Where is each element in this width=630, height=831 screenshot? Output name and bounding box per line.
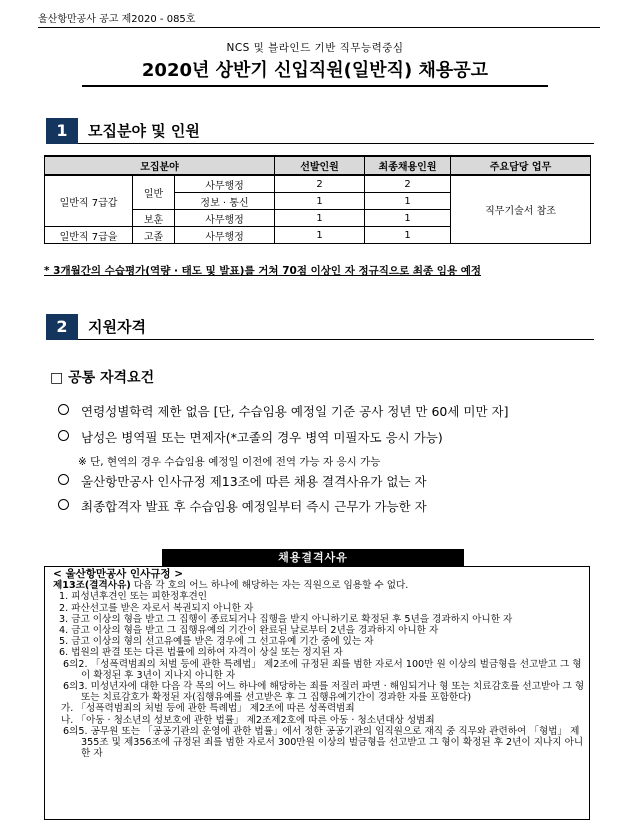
circle-bullet-icon bbox=[58, 404, 69, 415]
group-b-cell: 일반직 7급을 bbox=[45, 227, 133, 244]
table-header-row bbox=[45, 156, 591, 175]
page-subtitle: NCS 및 블라인드 기반 직무능력중심 bbox=[226, 42, 404, 54]
final-cell: 2 bbox=[365, 175, 451, 193]
disqualification-box bbox=[44, 566, 590, 820]
sub-general-cell: 일반 bbox=[133, 175, 175, 210]
job-cell: 사무행정 bbox=[175, 227, 275, 244]
sub-veteran-cell: 보훈 bbox=[133, 210, 175, 227]
header-field: 모집분야 bbox=[45, 156, 275, 175]
selected-cell: 1 bbox=[275, 210, 365, 227]
selected-cell: 1 bbox=[275, 193, 365, 210]
sub-highschool-cell: 고졸 bbox=[133, 227, 175, 244]
disqualification-item: 6의3. 미성년자에 대한 다음 각 목의 어느 하나에 해당하는 죄를 저질러 파면 · 해임되거나 형 또는 치료감호를 선고받아 그 형 또는 치료감호가 확정된 자(집행유예를 선고받은 후 그 집행유예기간이 경과한 자를 포함한다) bbox=[63, 681, 585, 704]
section-2-underline bbox=[78, 339, 594, 340]
final-cell: 1 bbox=[365, 193, 451, 210]
job-cell: 정보 · 통신 bbox=[175, 193, 275, 210]
section-1-underline bbox=[78, 143, 594, 144]
military-subnote: ※ 단, 현역의 경우 수습임용 예정일 이전에 전역 가능 자 응시 가능 bbox=[78, 456, 381, 468]
section-1-number: 1 bbox=[46, 118, 78, 144]
section-2-number: 2 bbox=[46, 314, 78, 340]
requirement-item: 울산항만공사 인사규정 제13조에 따른 채용 결격사유가 없는 자 bbox=[58, 472, 427, 490]
disqualification-item: 6의5. 공무원 또는 「공공기관의 운영에 관한 법률」에서 정한 공공기관의 임직원으로 재직 중 직무와 관련하여 「형법」 제355조 및 제356조에 규정된 죄를 범한 자로서 300만원 이상의 벌금형을 선고받고 그 형이 확정된 후 2년이 지나지 아니한 자 bbox=[63, 725, 584, 760]
disqualification-subitem: 가. 「성폭력범죄의 처벌 등에 관한 특례법」 제2조에 따른 성폭력범죄 bbox=[61, 703, 355, 715]
table-row bbox=[45, 175, 591, 193]
job-cell: 사무행정 bbox=[175, 175, 275, 193]
disqualification-item: 6의2. 「성폭력범죄의 처벌 등에 관한 특례법」 제2조에 규정된 죄를 범한 자로서 100만 원 이상의 벌금형을 선고받고 그 형이 확정된 후 3년이 지나지 아니한 자 bbox=[63, 658, 582, 681]
page-title: 2020년 상반기 신입직원(일반직) 채용공고 bbox=[141, 60, 489, 81]
final-cell: 1 bbox=[365, 210, 451, 227]
selected-cell: 2 bbox=[275, 175, 365, 193]
disqualification-item: 5. 금고 이상의 형의 선고유예를 받은 경우에 그 선고유예 기간 중에 있는 자 bbox=[59, 636, 374, 648]
disqualification-item: 2. 파산선고를 받은 자로서 복권되지 아니한 자 bbox=[59, 602, 254, 614]
job-cell: 사무행정 bbox=[175, 210, 275, 227]
regulation-title: < 울산항만공사 인사규정 > bbox=[53, 568, 183, 580]
disqualification-item: 1. 피성년후견인 또는 피한정후견인 bbox=[59, 591, 208, 603]
requirement-item: 최종합격자 발표 후 수습임용 예정일부터 즉시 근무가 가능한 자 bbox=[58, 497, 427, 515]
article-line: 제13조(결격사유) 다음 각 호의 어느 하나에 해당하는 자는 직원으로 임용할 수 없다. bbox=[53, 580, 409, 592]
notice-number: 울산항만공사 공고 제2020 - 085호 bbox=[38, 14, 196, 25]
disqualification-item: 6. 법원의 판결 또는 다른 법률에 의하여 자격이 상실 또는 정지된 자 bbox=[59, 647, 343, 659]
header-duty: 주요담당 업무 bbox=[451, 156, 591, 175]
section-1-label: 모집분야 및 인원 bbox=[88, 122, 200, 140]
disqualification-subitem: 나. 「아동 · 청소년의 성보호에 관한 법률」 제2조제2호에 따른 아동 · 청소년대상 성범죄 bbox=[61, 714, 435, 726]
final-cell: 1 bbox=[365, 227, 451, 244]
selected-cell: 1 bbox=[275, 227, 365, 244]
disqualification-box-title: 채용결격사유 bbox=[162, 549, 464, 566]
disqualification-item: 3. 금고 이상의 형을 받고 그 집행이 종료되거나 집행을 받지 아니하기로 확정된 후 5년을 경과하지 아니한 자 bbox=[59, 613, 513, 625]
requirement-item: 연령성별학력 제한 없음 [단, 수습임용 예정일 기준 공사 정년 만 60세 미만 자] bbox=[58, 402, 509, 420]
recruitment-table bbox=[44, 155, 591, 244]
group-a-cell: 일반직 7급갑 bbox=[45, 175, 133, 227]
duty-cell: 직무기술서 참조 bbox=[451, 175, 591, 244]
header-divider bbox=[38, 27, 600, 28]
title-divider bbox=[82, 85, 548, 87]
common-requirements-heading: □ 공통 자격요건 bbox=[50, 370, 155, 386]
circle-bullet-icon bbox=[58, 499, 69, 510]
section-2-label: 지원자격 bbox=[88, 318, 146, 336]
circle-bullet-icon bbox=[58, 430, 69, 441]
disqualification-item: 4. 금고 이상의 형을 받고 그 집행유예의 기간이 완료된 날로부터 2년을 경과하지 아니한 자 bbox=[59, 625, 439, 637]
probation-note: * 3개월간의 수습평가(역량 · 태도 및 발표)를 거쳐 70점 이상인 자 정규직으로 최종 임용 예정 bbox=[44, 265, 482, 277]
section-1-header bbox=[46, 118, 594, 144]
requirement-item: 남성은 병역필 또는 면제자(*고졸의 경우 병역 미필자도 응시 가능) bbox=[58, 428, 443, 446]
header-selected: 선발인원 bbox=[275, 156, 365, 175]
header-final: 최종채용인원 bbox=[365, 156, 451, 175]
section-2-header bbox=[46, 314, 594, 340]
circle-bullet-icon bbox=[58, 474, 69, 485]
